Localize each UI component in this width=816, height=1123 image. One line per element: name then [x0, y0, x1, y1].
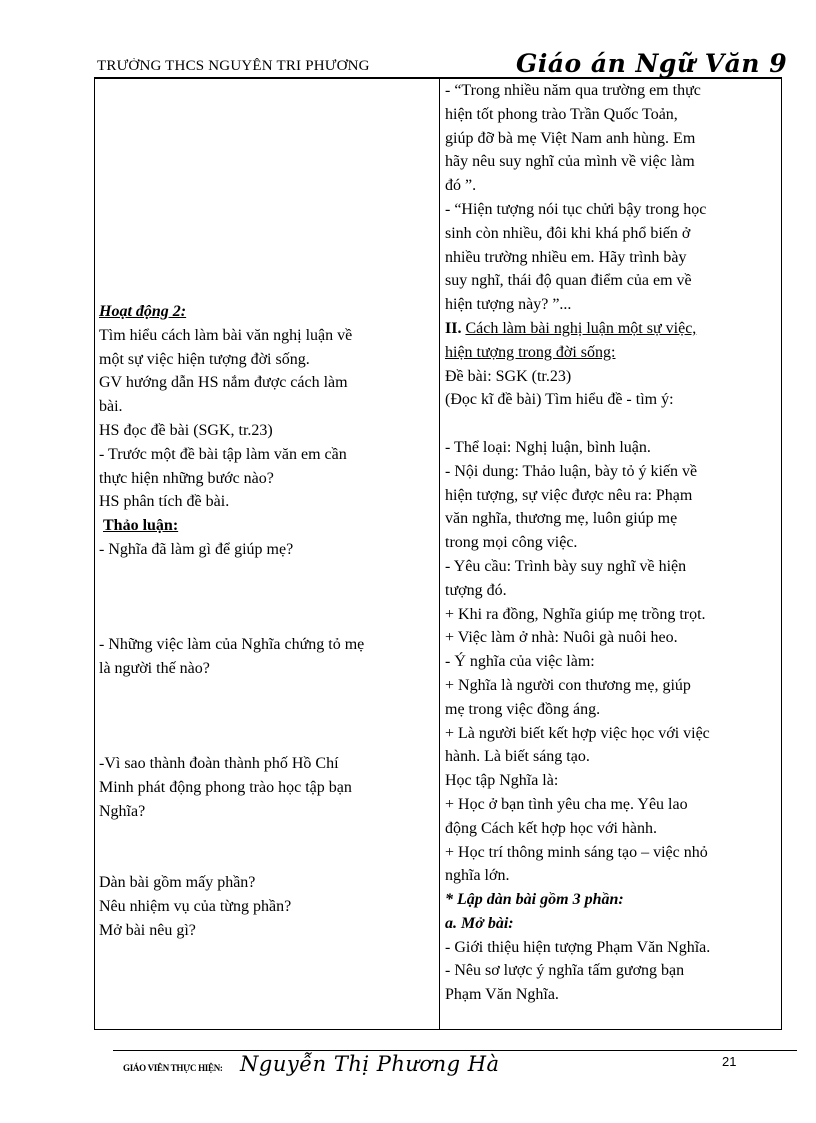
body-line: + Việc làm ở nhà: Nuôi gà nuôi heo. [445, 629, 678, 647]
activity-title: Hoạt động 2: [99, 303, 187, 320]
left-line: thực hiện những bước nào? [99, 469, 274, 487]
left-line: HS phân tích đề bài. [99, 493, 230, 511]
school-name: TRƯỜNG THCS NGUYỄN TRI PHƯƠNG [97, 58, 370, 74]
body-line: Học tập Nghĩa là: [445, 772, 559, 790]
intro-line: suy nghĩ, thái độ quan điểm của em về [445, 272, 692, 290]
question-3-line: Minh phát động phong trào học tập bạn [99, 778, 352, 796]
closing-line: Phạm Văn Nghĩa. [445, 986, 559, 1004]
question-4-line: Nêu nhiệm vụ của từng phần? [99, 897, 292, 915]
body-line: nghĩa lớn. [445, 867, 510, 885]
intro-line: giúp đỡ bà mẹ Việt Nam anh hùng. Em [445, 129, 696, 147]
intro-line: - “Trong nhiều năm qua trường em thực [445, 82, 701, 99]
body-line: trong mọi công việc. [445, 534, 578, 552]
left-line: HS đọc đề bài (SGK, tr.23) [99, 421, 273, 439]
question-2-line: - Những việc làm của Nghĩa chứng tỏ mẹ [99, 636, 365, 654]
body-line: - Yêu cầu: Trình bày suy nghĩ về hiện [445, 557, 687, 575]
closing-line: - Giới thiệu hiện tượng Phạm Văn Nghĩa. [445, 938, 711, 956]
footer-label: GIÁO VIÊN THỰC HIỆN: [123, 1063, 223, 1073]
footer-rule [113, 1050, 797, 1051]
section-title-cont: hiện tượng trong đời sống: [445, 343, 616, 361]
outline-title: * Lập dàn bài gồm 3 phần: [445, 891, 624, 909]
body-line: + Khi ra đồng, Nghĩa giúp mẹ trồng trọt. [445, 605, 706, 623]
body-line: + Nghĩa là người con thương mẹ, giúp [445, 676, 691, 694]
intro-line: nhiều trường nhiều em. Hãy trình bày [445, 248, 687, 266]
intro-line: hãy nêu suy nghĩ của mình về việc làm [445, 153, 695, 171]
section-title: Cách làm bài nghị luận một sự việc, [465, 319, 697, 337]
intro-line: sinh còn nhiều, đôi khi khá phổ biến ở [445, 224, 691, 242]
intro-line: - “Hiện tượng nói tục chửi bậy trong học [445, 200, 707, 218]
question-4-line: Mở bài nêu gì? [99, 921, 196, 939]
column-divider [439, 79, 440, 1029]
body-line: văn nghĩa, thương mẹ, luôn giúp mẹ [445, 510, 678, 528]
body-line: mẹ trong việc đồng áng. [445, 700, 601, 718]
prompt-line: (Đọc kĩ đề bài) Tìm hiểu đề - tìm ý: [445, 391, 674, 409]
body-line: động Cách kết hợp học với hành. [445, 819, 657, 837]
left-line: bài. [99, 398, 123, 416]
body-line: - Ý nghĩa của việc làm: [445, 653, 595, 671]
body-line: + Học ở bạn tình yêu cha mẹ. Yêu lao [445, 795, 688, 813]
left-line: một sự việc hiện tượng đời sống. [99, 350, 310, 368]
prompt-line: Đề bài: SGK (tr.23) [445, 367, 572, 385]
body-line: hiện tượng, sự việc được nêu ra: Phạm [445, 486, 693, 504]
left-line: - Trước một đề bài tập làm văn em cần [99, 445, 347, 463]
page-number: 21 [722, 1054, 737, 1069]
question-1: - Nghĩa đã làm gì để giúp mẹ? [99, 540, 294, 558]
body-line: hành. Là biết sáng tạo. [445, 748, 590, 766]
left-line: Tìm hiểu cách làm bài văn nghị luận về [99, 326, 353, 344]
body-line: - Nội dung: Thảo luận, bày tỏ ý kiến về [445, 462, 698, 480]
question-3-line: -Vì sao thành đoàn thành phố Hồ Chí [99, 755, 339, 773]
discussion-title: Thảo luận: [103, 517, 179, 535]
teacher-name: Nguyễn Thị Phương Hà [240, 1052, 500, 1076]
question-3-line: Nghĩa? [99, 802, 146, 820]
teacher-student-activities [99, 300, 435, 943]
section-number: II. [445, 319, 466, 337]
question-4-line: Dàn bài gồm mấy phần? [99, 874, 256, 892]
subject-title: Giáo án Ngữ Văn 9 [516, 49, 788, 78]
intro-line: hiện tốt phong trào Trần Quốc Toản, [445, 105, 678, 123]
question-2-line: là người thế nào? [99, 659, 210, 677]
body-line: + Là người biết kết hợp việc học với việc [445, 724, 710, 742]
intro-line: đó ”. [445, 177, 477, 195]
intro-heading: a. Mở bài: [445, 914, 514, 932]
body-line: - Thể loại: Nghị luận, bình luận. [445, 438, 651, 456]
lesson-table [94, 77, 782, 1030]
body-line: + Học trí thông minh sáng tạo – việc nhỏ [445, 843, 708, 861]
lesson-content [445, 79, 779, 1007]
closing-line: - Nêu sơ lược ý nghĩa tấm gương bạn [445, 962, 685, 980]
left-line: GV hướng dẫn HS nắm được cách làm [99, 374, 348, 392]
body-line: tượng đó. [445, 581, 507, 599]
intro-line: hiện tượng này? ”... [445, 296, 572, 314]
